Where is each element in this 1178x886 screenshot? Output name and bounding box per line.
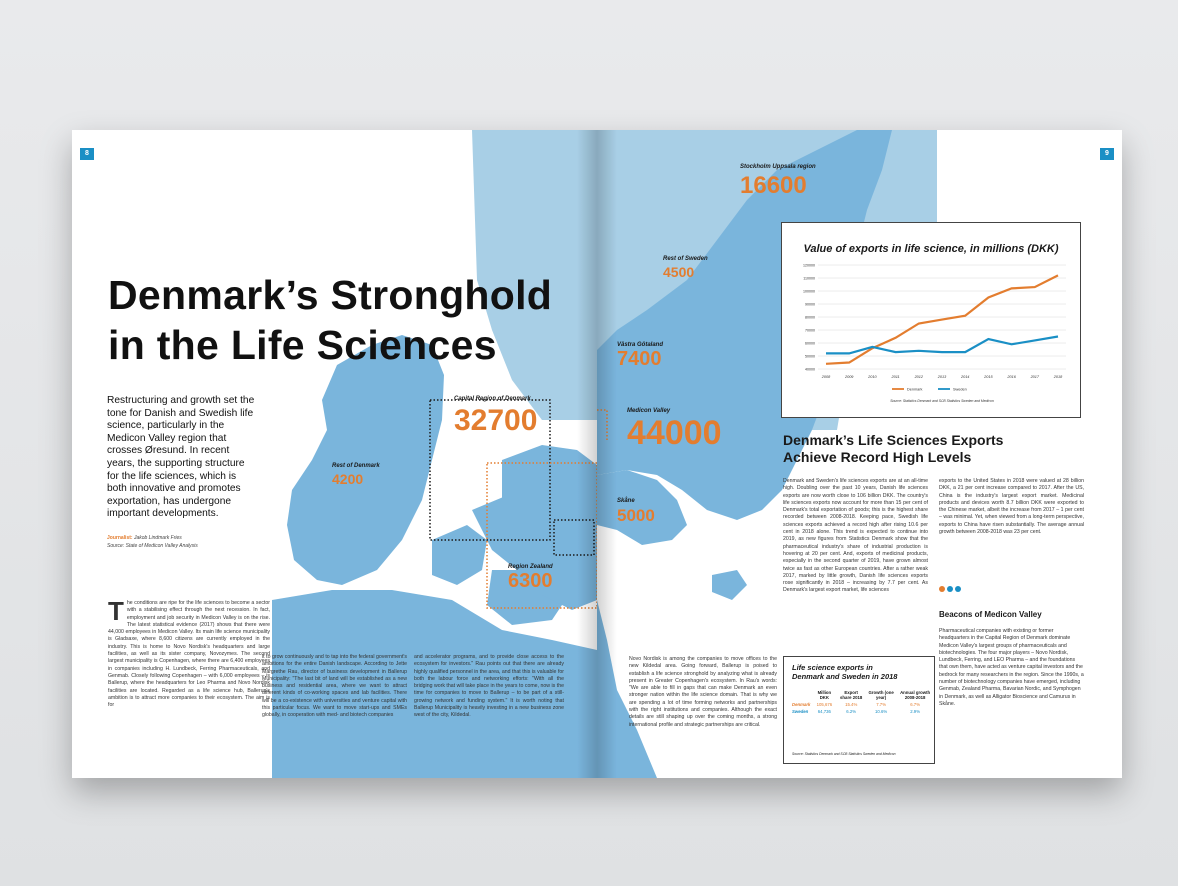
exports-heading-line-2: Achieve Record High Levels xyxy=(783,449,972,465)
dot-blue-2 xyxy=(955,586,961,592)
x-tick-label: 2016 xyxy=(1007,375,1016,379)
capital-region-label: Capital Region of Denmark xyxy=(454,396,531,402)
dot-blue-1 xyxy=(947,586,953,592)
chart-title: Value of exports in life science, in millions (DKK) xyxy=(803,243,1059,255)
table-cell: 2.9% xyxy=(910,709,921,714)
stockholm-uppsala-label: Stockholm Uppsala region xyxy=(740,164,816,170)
region-zealand-value: 6300 xyxy=(508,570,553,592)
body-column-3: and accelerator programs, and to provide close access to the ecosystem for investors." Rau points out that there are already highly qualified personnel in the area, and that this is valuable for both the labour force and networking efforts: "With all the bridging work that will take place in the years to come, now is the time for companies to move to Ballerup – to be part of a still-growing network and funding system." It is worth noting that Ballerup Municipality is heavily investing in a new business zone west of the city, Kildedal. xyxy=(414,654,564,719)
journalist-name: Jakob Lindmark Fries xyxy=(133,535,182,541)
table-cell: 6.2% xyxy=(846,709,857,714)
y-tick-label: 120000 xyxy=(803,263,815,268)
title-line-1: Denmark’s Stronghold xyxy=(108,272,553,318)
x-tick-label: 2018 xyxy=(1053,375,1063,379)
table-row-label: Sweden xyxy=(792,709,809,714)
y-tick-label: 110000 xyxy=(803,276,815,281)
stockholm-uppsala-value: 16600 xyxy=(740,172,807,199)
table-cell: 10.6% xyxy=(875,709,888,714)
rest-of-sweden-label: Rest of Sweden xyxy=(663,256,708,262)
y-tick-label: 80000 xyxy=(805,315,815,320)
drop-cap: T xyxy=(108,596,124,626)
table-header: Million DKK xyxy=(817,690,832,700)
x-tick-label: 2011 xyxy=(891,375,900,379)
title-line-2: in the Life Sciences xyxy=(108,322,497,368)
y-tick-label: 100000 xyxy=(803,289,815,294)
table-header-row xyxy=(790,689,934,701)
section-dots xyxy=(939,579,963,597)
legend-label: Sweden xyxy=(953,387,967,392)
exports-heading-line-1: Denmark’s Life Sciences Exports xyxy=(783,432,1004,448)
chart-plot xyxy=(782,223,1080,417)
table-header: Growth (one year) xyxy=(868,690,894,700)
y-tick-label: 40000 xyxy=(805,367,815,372)
table-row xyxy=(790,701,934,708)
vastra-gotaland-value: 7400 xyxy=(617,348,662,370)
right-page xyxy=(597,130,1122,778)
y-tick-label: 60000 xyxy=(805,341,815,346)
table-header xyxy=(790,689,812,701)
table-row-label: Denmark xyxy=(792,702,811,707)
x-tick-label: 2012 xyxy=(914,375,924,379)
magazine-spread xyxy=(72,130,1122,778)
series-line-sweden xyxy=(826,337,1058,354)
medicon-valley-label: Medicon Valley xyxy=(627,408,671,414)
dot-orange xyxy=(939,586,945,592)
table-cell: 6.7% xyxy=(910,702,921,707)
skane-value: 5000 xyxy=(617,506,655,525)
region-zealand-label: Region Zealand xyxy=(508,564,553,570)
right-body-column: Novo Nordisk is among the companies to move offices to the new Kildedal area. Going forward, Ballerup is poised to establish a life science stronghold by analyzing what is already present in Greater Copenhagen's ecosystem. In Rau's words: "We are able to fill in gaps that can make Denmark an even stronger nation within the life science domain. That is why we are spending a lot of time forming networks and partnerships with the right institutions and companies. Although the exact details are still shaping up over the coming months, a strong international profile and strategic partnerships are critical. xyxy=(629,656,777,728)
x-tick-label: 2008 xyxy=(821,375,831,379)
table-title-line-2: Denmark and Sweden in 2018 xyxy=(792,672,898,681)
beacons-text: Pharmaceutical companies with existing or former headquarters in the Capital Region of Denmark dominate Medicon Valley's largest groups of pharmaceuticals and biotechnologies. The four major players – Novo Nordisk, Lundbeck, Ferring, and LEO Pharma – and the foundations that own them, have acted as venture capital investors and the bedrock for many researchers in the region. Since the 1990s, a number of biotechnology companies have emerged, including Genmab, Zealand Pharma, Bavarian Nordic, and Symphogen in Denmark, as well as Alligator Bioscience and Camurus in Skåne. xyxy=(939,628,1084,707)
exports-column-1: Denmark and Sweden's life sciences exports are at an all-time high. Doubling over the past 10 years, Danish life sciences exports are now worth close to 106 billion DKK. The country's life sciences exports now account for more than 15 per cent of Denmark's total exportation of goods; this is the highest share recorded between 2008-2018. Keeping pace, Swedish life sciences exports achieved a record high after rising 10.6 per cent in 2018 alone. This trend is expected to continue into 2019, as new figures from Statistics Denmark show that the pharmaceutical industry's share of industrial production is hovering at 20 per cent. And, exports of medicinal products, especially in the second quarter of 2019, have grown almost twice as fast as other European countries. After a rather weak 2017, marked by little growth, Danish life sciences exports rose significantly in 2018 – increasing by 7.7 per cent. As Denmark's largest export market, life sciences xyxy=(783,478,928,594)
body-column-1-text: he conditions are ripe for the life sciences to become a sector with a stabilising effect through the next recession. In fact, employment and job security in Medicon Valley is on the rise. The latest statistical evidence (2017) shows that there were 44,000 employees in Medicon Valley. Its main life science municipality is Gladsaxe, where 8,600 citizens are currently employed in the industry. This is home to Novo Nordisk's headquarters and large facilities, as well as its sister company, Novozymes. The second largest municipality is Copenhagen, where there are 6,400 employees in companies including H. Lundbeck, Ferring Pharmaceuticals, and Genmab. Closely following Copenhagen – with 6,000 employees – is Ballerup, where the headquarters for Leo Pharma and Novo Nordisk facilities are located. Regarded as a life science hub, Ballerup's ambition is to attract more companies to their ecosystem. The aim is for xyxy=(108,600,270,709)
rest-of-sweden-value: 4500 xyxy=(663,264,695,280)
table-source: Source: Statistics Denmark and SCB Statistics Sweden and Medicon xyxy=(792,752,896,756)
vastra-gotaland-label: Västra Götaland xyxy=(617,342,664,348)
source-line: Source: State of Medicon Valley Analysis xyxy=(107,543,198,549)
body-column-2: it to grow continuously and to tap into the federal government's ambitions for the entire Danish landscape. According to Jette Margrethe Rau, director of business development in Ballerup Municipality: "The last bit of land will be established as a new business and residential area, where we want to attract different kinds of co-working spaces and lab facilities. There will be a co-existence with universities and venture capital with this particular focus. We want to move start-ups and SMEs globally, in cooperation with med- and biotech companies xyxy=(262,654,407,719)
x-tick-label: 2009 xyxy=(844,375,854,379)
skane-label: Skåne xyxy=(617,498,635,504)
x-tick-label: 2015 xyxy=(984,375,993,379)
y-tick-label: 70000 xyxy=(805,328,815,333)
y-tick-label: 90000 xyxy=(805,302,815,307)
table-header: Annual growth 2008-2018 xyxy=(900,690,931,700)
rest-of-denmark-label: Rest of Denmark xyxy=(332,463,380,469)
table-header: Export share 2018 xyxy=(840,690,863,700)
table-cell: 15.4% xyxy=(845,702,858,707)
x-tick-label: 2014 xyxy=(960,375,970,379)
exports-table xyxy=(790,689,934,715)
page-number: 9 xyxy=(1100,148,1114,160)
table-title-line-1: Life science exports in xyxy=(792,663,873,672)
table-cell: 64,736 xyxy=(817,709,831,714)
exports-table-box xyxy=(783,656,935,764)
x-tick-label: 2010 xyxy=(868,375,877,379)
body-column-1 xyxy=(108,596,270,709)
page-number: 8 xyxy=(80,148,94,160)
medicon-valley-value: 44000 xyxy=(627,414,722,452)
capital-region-value: 32700 xyxy=(454,404,538,437)
y-tick-label: 50000 xyxy=(805,354,815,359)
table-row xyxy=(790,708,934,715)
journalist-label: Journalist: xyxy=(107,535,133,541)
beacons-title: Beacons of Medicon Valley xyxy=(939,610,1042,619)
rest-of-denmark-value: 4200 xyxy=(332,471,364,487)
spine-shadow xyxy=(577,130,617,778)
intro-paragraph: Restructuring and growth set the tone for Danish and Swedish life science, particularly in the Medicon Valley region that crosses Øresund. In recent years, the supporting structure for the life sciences, which is both innovative and promotes exportation, has undergone important developments. xyxy=(107,395,255,520)
table-cell: 7.7% xyxy=(876,702,887,707)
table-cell: 105,676 xyxy=(816,702,833,707)
legend-label: Denmark xyxy=(907,387,923,392)
chart-source: Source: Statistics Denmark and SCB Statistics Sweden and Medicon xyxy=(890,399,994,403)
table-title xyxy=(792,663,897,681)
left-page xyxy=(72,130,597,778)
x-tick-label: 2013 xyxy=(937,375,947,379)
x-tick-label: 2017 xyxy=(1030,375,1040,379)
exports-chart xyxy=(781,222,1081,418)
exports-column-2: exports to the United States in 2018 were valued at 28 billion DKK, a 21 per cent increase compared to 2017. After the US, China is the industry's largest export market. Medicinal products and devices worth 8.7 billion DKK were exported to the Chinese market, albeit the increase from 2017 – 1 per cent – was minimal. Yet, when viewed from a long-term perspective, exports to China have risen substantially. The average annual growth between 2008-2018 was 23 per cent. xyxy=(939,478,1084,536)
exports-heading xyxy=(783,432,1063,466)
